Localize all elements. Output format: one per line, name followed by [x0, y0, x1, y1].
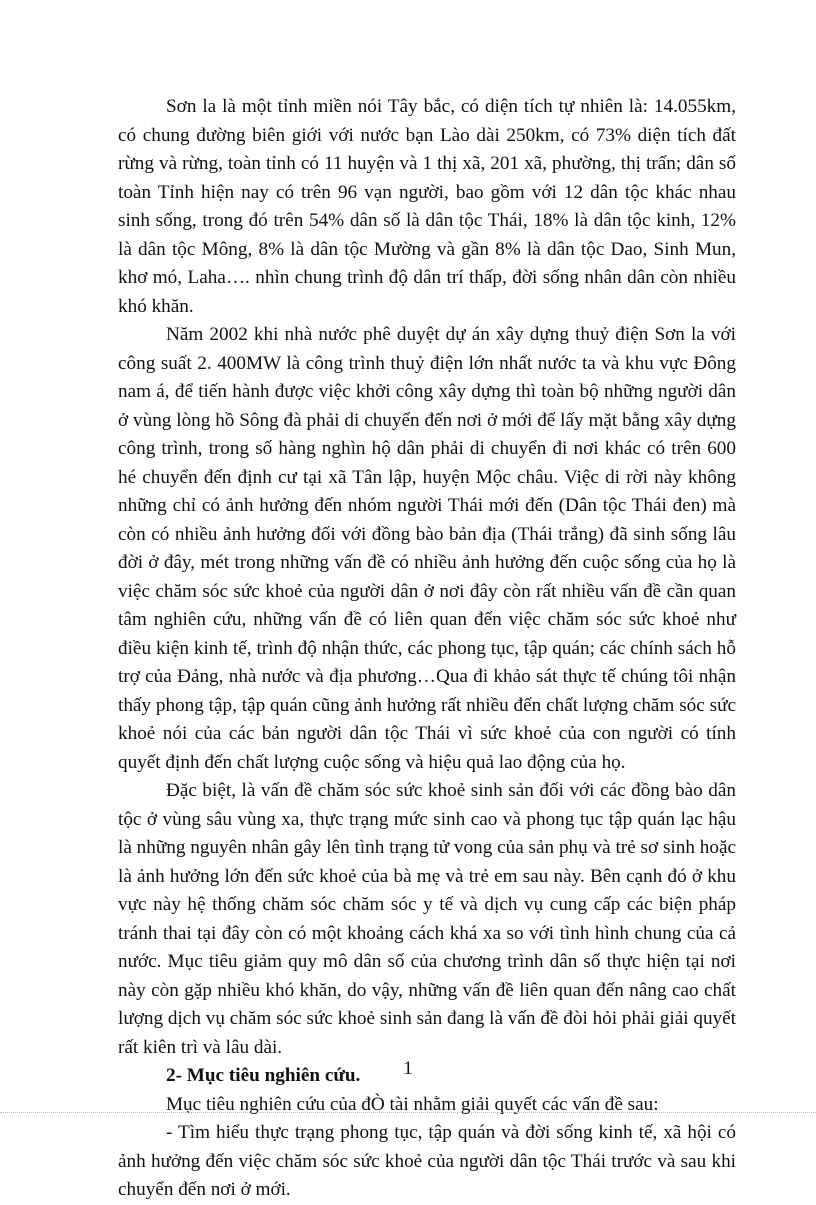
paragraph-introduction: Sơn la là một tỉnh miền nói Tây bắc, có diện tích tự nhiên là: 14.055km, có chung đường biên giới với nước bạn Lào dài 250km, có 73% diện tích đất rừng và rừng, toàn tỉnh có 11 huyện và 1 thị xã, 201 xã, phường, thị trấn; dân số toàn Tỉnh hiện nay có trên 96 vạn người, bao gồm với 12 dân tộc khác nhau sinh sống, trong đó trên 54% dân số là dân tộc Thái, 18% là dân tộc kinh, 12% là dân tộc Mông, 8% là dân tộc Mường và gần 8% là dân tộc Dao, Sinh Mun, khơ mó, Laha…. nhìn chung trình độ dân trí thấp, đời sống nhân dân còn nhiều khó khăn. — [118, 96, 736, 317]
page-number: 1 — [403, 1058, 413, 1079]
page-bottom-divider — [0, 1112, 816, 1113]
document-page — [118, 93, 736, 1205]
paragraph-reproductive-health: Đặc biệt, là vấn đề chăm sóc sức khoẻ sinh sản đối với các đồng bào dân tộc ở vùng sâu vùng xa, thực trạng mức sinh cao và phong tục tập quán lạc hậu là những nguyên nhân gây lên tình trạng tử vong của sản phụ và trẻ sơ sinh hoặc là ảnh hưởng lớn đến sức khoẻ của bà mẹ và trẻ em sau này. Bên cạnh đó ở khu vực này hệ thống chăm sóc chăm sóc y tế và dịch vụ cung cấp các biện pháp tránh thai tại đây còn có một khoảng cách khá xa so với tình hình chung của cả nước. Mục tiêu giảm quy mô dân số của chương trình dân số thực hiện tại nơi này còn gặp nhiều khó khăn, do vậy, những vấn đề liên quan đến nâng cao chất lượng dịch vụ chăm sóc sức khoẻ sinh sản đang là vấn đề đòi hỏi phải giải quyết rất kiên trì và lâu dài. — [118, 780, 736, 1058]
objective-item: - Tìm hiểu thực trạng phong tục, tập quán và đời sống kinh tế, xã hội có ảnh hưởng đến việc chăm sóc sức khoẻ của người dân tộc Thái trước và sau khi chuyển đến nơi ở mới. — [118, 1122, 736, 1200]
paragraph-hydropower-project: Năm 2002 khi nhà nước phê duyệt dự án xây dựng thuỷ điện Sơn la với công suất 2. 400MW là công trình thuỷ điện lớn nhất nước ta và khu vực Đông nam á, để tiến hành được việc khởi công xây dựng thì toàn bộ những người dân ở vùng lòng hồ Sông đà phải di chuyển đến nơi ở mới để lấy mặt bằng xây dựng công trình, trong số hàng nghìn hộ dân phải di chuyển đi nơi khác có trên 600 hé chuyển đến định cư tại xã Tân lập, huyện Mộc châu. Việc di rời này không những chỉ có ảnh hưởng đến nhóm người Thái mới đến (Dân tộc Thái đen) mà còn có nhiều ảnh hưởng đối với đồng bào bản địa (Thái trắng) đã sinh sống lâu đời ở đây, mét trong những vấn đề có nhiều ảnh hưởng đến cuộc sống của họ là việc chăm sóc sức khoẻ của người dân ở nơi đây còn rất nhiều vấn đề cần quan tâm nghiên cứu, những vấn đề có liên quan đến việc chăm sóc sức khoẻ như điều kiện kinh tế, trình độ nhận thức, các phong tục, tập quán; các chính sách hỗ trợ của Đảng, nhà nước và địa phương…Qua đi khảo sát thực tế chúng tôi nhận thấy phong tập, tập quán cũng ảnh hưởng rất nhiều đến chất lượng chăm sóc sức khoẻ nói của các bản người dân tộc Thái vì sức khoẻ của con người có tính quyết định đến chất lượng cuộc sống và hiệu quả lao động của họ. — [118, 324, 736, 773]
section-intro: Mục tiêu nghiên cứu của đÒ tài nhằm giải quyết các vấn đề sau: — [166, 1093, 659, 1115]
section-heading: 2- Mục tiêu nghiên cứu. — [166, 1065, 361, 1086]
